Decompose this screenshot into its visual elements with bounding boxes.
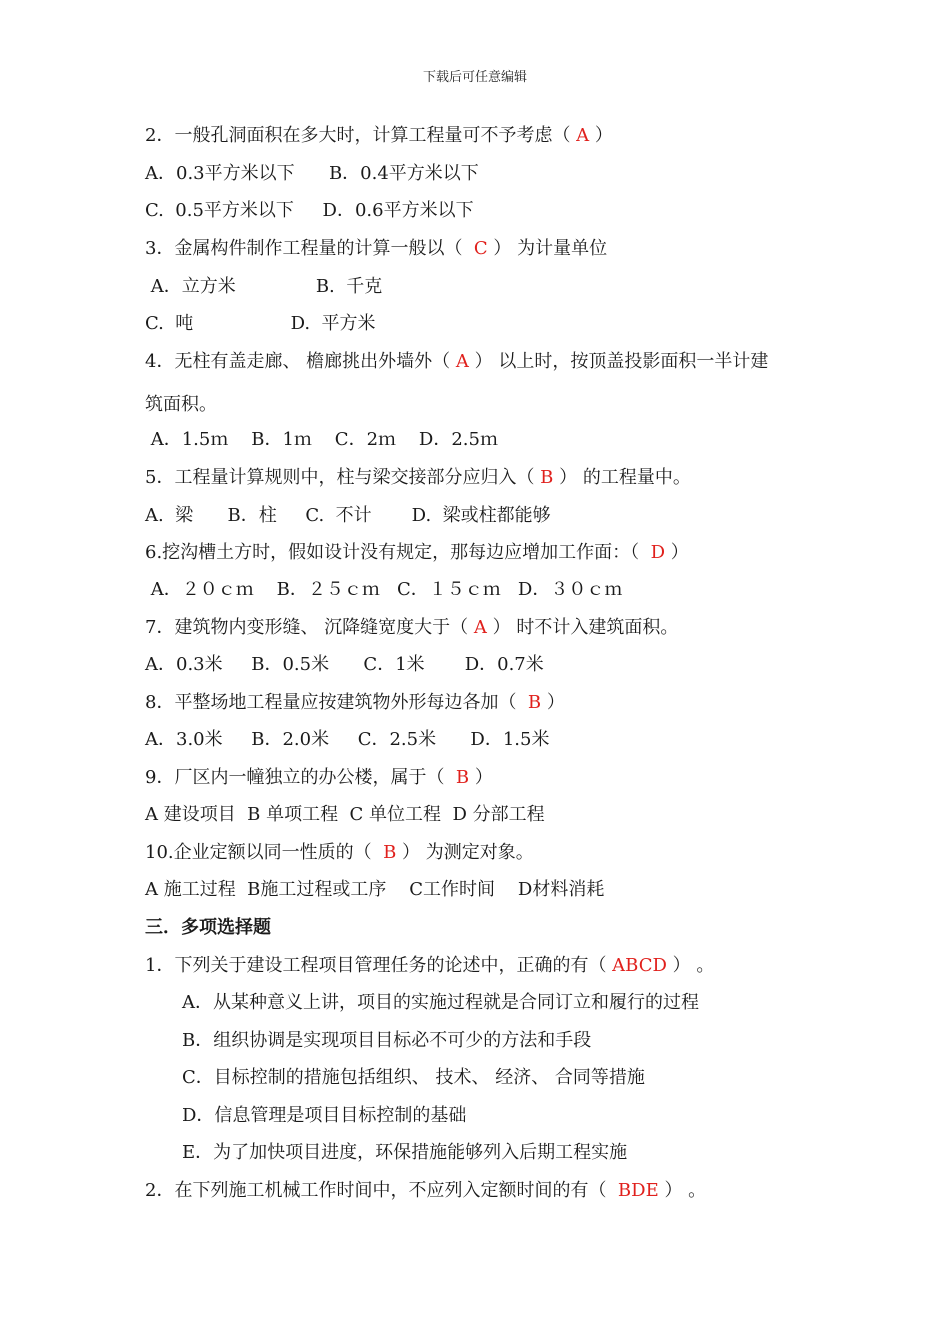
answer-mark: B: [383, 842, 397, 863]
line-text: 2．在下列施工机械工作时间中，不应列入定额时间的有（: [145, 1180, 618, 1201]
answer-mark: A: [455, 351, 469, 372]
answer-mark: C: [473, 238, 488, 259]
text-line: [182, 991, 699, 1015]
line-text: 1．下列关于建设工程项目管理任务的论述中，正确的有（: [145, 955, 613, 976]
text-line: [145, 504, 551, 528]
line-text-tail: ）: [541, 692, 565, 713]
line-text-tail: ） 为计量单位: [487, 238, 608, 259]
line-text: 筑面积。: [145, 394, 217, 415]
line-text-tail: ） 的工程量中。: [553, 467, 691, 488]
line-text: A．立方米 B. 千克: [145, 276, 383, 297]
line-text: E．为了加快项目进度，环保措施能够列入后期工程实施: [182, 1142, 628, 1163]
line-text: C. 0.5平方米以下 D．0.6平方米以下: [145, 200, 474, 221]
answer-mark: BDE: [617, 1180, 659, 1201]
line-text-tail: ） 时不计入建筑面积。: [486, 617, 679, 638]
line-text: A．从某种意义上讲，项目的实施过程就是合同订立和履行的过程: [182, 992, 699, 1013]
line-text: 8．平整场地工程量应按建筑物外形每边各加（: [145, 692, 528, 713]
line-text-tail: ）: [589, 125, 613, 146]
text-line: [145, 616, 678, 640]
line-text: 7．建筑物内变形缝、 沉降缝宽度大于（: [145, 617, 474, 638]
answer-mark: B: [455, 767, 470, 788]
line-text: C．目标控制的措施包括组织、 技术、 经济、 合同等措施: [182, 1067, 645, 1088]
line-text: A．1.5ｍ B．1ｍ C．2ｍ D．2.5ｍ: [145, 429, 498, 450]
line-text: 2．一般孔洞面积在多大时，计算工程量可不予考虑（: [145, 125, 577, 146]
text-line: [145, 841, 534, 865]
answer-mark: A: [576, 125, 590, 146]
text-line: [182, 1066, 645, 1090]
text-line: [145, 878, 604, 902]
text-line: [145, 653, 544, 677]
text-line: [145, 1179, 706, 1203]
line-text-tail: ） 以上时，按顶盖投影面积一半计建: [468, 351, 769, 372]
answer-mark: B: [527, 692, 542, 713]
page-header: 下载后可任意编辑: [422, 70, 527, 85]
text-line: [145, 237, 607, 261]
line-text: 10.企业定额以同一性质的（: [145, 842, 384, 863]
line-text-tail: ）: [469, 767, 493, 788]
line-text: A．２０ｃｍ B．２５ｃｍ C．１５ｃｍ D．３０ｃｍ: [145, 579, 623, 600]
section-heading: [145, 916, 271, 940]
text-line: [145, 728, 549, 752]
text-line: [145, 393, 217, 417]
text-line: [145, 691, 565, 715]
text-line: [145, 275, 382, 299]
line-text-tail: ）: [665, 542, 689, 563]
line-text: A. 梁 B．柱 C. 不计 D. 梁或柱都能够: [145, 505, 551, 526]
text-line: [145, 312, 376, 336]
text-line: [145, 428, 498, 452]
text-line: [145, 162, 479, 186]
line-text: A．0.3平方米以下 B．0.4平方米以下: [145, 163, 479, 184]
line-text: A 施工过程 B施工过程或工序 C工作时间 D材料消耗: [145, 879, 605, 900]
line-text: 3．金属构件制作工程量的计算一般以（: [145, 238, 474, 259]
line-text: A．3.0米 B．2.0米 C．2.5米 D．1.5米: [145, 729, 550, 750]
line-text: 9．厂区内一幢独立的办公楼，属于（: [145, 767, 456, 788]
line-text: 6.挖沟槽土方时，假如设计没有规定，那每边应增加工作面：（: [145, 542, 651, 563]
text-line: [145, 766, 493, 790]
text-line: [145, 199, 474, 223]
line-text: B．组织协调是实现项目目标必不可少的方法和手段: [182, 1030, 592, 1051]
answer-mark: ABCD: [612, 955, 667, 976]
text-line: [145, 578, 622, 602]
answer-mark: D: [650, 542, 666, 563]
line-text-tail: ） 为测定对象。: [396, 842, 534, 863]
line-text-tail: ） 。: [666, 955, 715, 976]
line-text: 三．多项选择题: [145, 917, 271, 938]
line-text: 5．工程量计算规则中，柱与梁交接部分应归入（: [145, 467, 541, 488]
line-text: A．0.3米 B．0.5米 C．1米 D．0.7米: [145, 654, 544, 675]
answer-mark: B: [540, 467, 554, 488]
text-line: [145, 954, 714, 978]
line-text: D．信息管理是项目目标控制的基础: [182, 1105, 467, 1126]
text-line: [145, 541, 689, 565]
text-line: [182, 1104, 466, 1128]
text-line: [145, 803, 545, 827]
line-text: 4．无柱有盖走廊、 檐廊挑出外墙外（: [145, 351, 456, 372]
text-line: [182, 1141, 627, 1165]
text-line: [182, 1029, 591, 1053]
text-line: [145, 124, 613, 148]
line-text-tail: ） 。: [658, 1180, 707, 1201]
answer-mark: A: [473, 617, 487, 638]
line-text: C. 吨 D. 平方米: [145, 313, 376, 334]
text-line: [145, 466, 691, 490]
text-line: [145, 350, 768, 374]
line-text: A 建设项目 B 单项工程 C 单位工程 D 分部工程: [145, 804, 545, 825]
